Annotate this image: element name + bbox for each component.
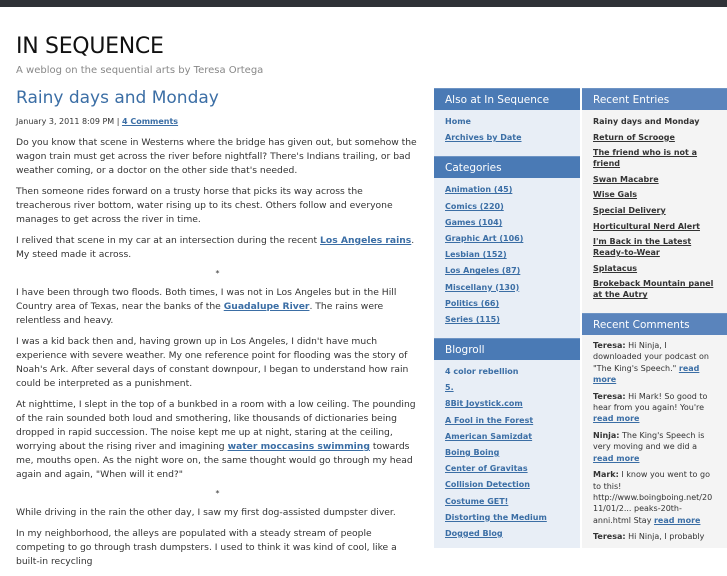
list-item xyxy=(445,116,569,127)
recent-entry-link[interactable]: Horticultural Nerd Alert xyxy=(593,221,700,231)
blogroll-link[interactable]: Distorting the Medium xyxy=(445,512,547,522)
sidebar-left xyxy=(434,88,580,548)
paragraph: I was a kid back then and, having grown up in Los Angeles, I didn't have much experience with severe weather. My one reference point for flooding was the story of Noah's Ark. After several days of constant downpour, I began to understand how rain could be interpreted as a punishment. xyxy=(16,336,409,389)
comment-author: Mark: xyxy=(593,470,619,480)
list-item xyxy=(445,233,569,244)
list-item xyxy=(593,205,716,216)
list-item xyxy=(593,132,716,143)
list-item xyxy=(445,479,569,490)
guadalupe-river-link[interactable]: Guadalupe River xyxy=(223,301,310,312)
text: . The rains were relentless and heavy. xyxy=(16,301,384,326)
category-link[interactable]: Graphic Art (106) xyxy=(445,233,524,243)
recent-entry-link[interactable]: Return of Scrooge xyxy=(593,132,675,142)
paragraph xyxy=(16,286,419,328)
list-item xyxy=(445,512,569,523)
main-content xyxy=(16,88,419,576)
comment-text: Hi Ninja, I probably xyxy=(625,532,705,542)
paragraph xyxy=(16,234,419,262)
blogroll-link[interactable]: Dogged Blog xyxy=(445,528,503,538)
list-item xyxy=(445,382,569,393)
text: . My steed made it across. xyxy=(16,235,415,260)
comment-item xyxy=(593,531,716,542)
text: At nighttime, I slept in the top of a bunkbed in a room with a low ceiling. The pounding of the rain sounded both loud and smothering, like thousands of dictionaries being dropped in rapid succession. The noise kept me up at night, staring at the ceiling, worrying about the rising river and imagining xyxy=(16,399,416,452)
paragraph: While driving in the rain the other day, I saw my first dog-assisted dumpster diver. xyxy=(16,507,396,518)
comment-text: I know you went to go to this! http://www.boingboing.net/2011/01/2... peaks-20th-anni.html Stay xyxy=(593,470,713,525)
list-item xyxy=(593,147,716,169)
list-item xyxy=(445,184,569,195)
category-link[interactable]: Animation (45) xyxy=(445,185,513,195)
category-link[interactable]: Comics (220) xyxy=(445,201,504,211)
recent-entry-link[interactable]: Wise Gals xyxy=(593,190,638,200)
post-title[interactable]: Rainy days and Monday xyxy=(16,88,219,108)
list-item xyxy=(445,366,569,377)
list-item xyxy=(593,174,716,185)
top-bar xyxy=(0,0,727,7)
list-item xyxy=(445,249,569,260)
post-body xyxy=(16,136,419,569)
blogroll-link[interactable]: A Fool in the Forest xyxy=(445,415,534,425)
also-heading: Also at In Sequence xyxy=(434,88,580,110)
list-item xyxy=(445,298,569,309)
recent-entry-link[interactable]: Brokeback Mountain panel at the Autry xyxy=(593,279,714,300)
category-link[interactable]: Los Angeles (87) xyxy=(445,266,521,276)
comment-author: Teresa: xyxy=(593,340,626,350)
home-link[interactable]: Home xyxy=(445,117,471,126)
list-item xyxy=(445,201,569,212)
list-item xyxy=(445,496,569,507)
archives-link[interactable]: Archives by Date xyxy=(445,133,522,143)
site-title[interactable]: IN SEQUENCE xyxy=(16,34,164,59)
blogroll-link[interactable]: Boing Boing xyxy=(445,448,500,457)
list-item xyxy=(593,189,716,200)
water-moccasins-link[interactable]: water moccasins swimming xyxy=(227,441,370,452)
blogroll-list xyxy=(434,360,580,552)
blogroll-link[interactable]: Costume GET! xyxy=(445,496,509,506)
list-item xyxy=(445,398,569,409)
list-item xyxy=(445,447,569,458)
comment-author: Teresa: xyxy=(593,532,626,542)
sidebar-right xyxy=(582,88,727,548)
read-more-link[interactable]: read more xyxy=(593,363,700,384)
categories-list xyxy=(434,178,580,338)
recent-comments-list xyxy=(582,335,727,543)
list-item xyxy=(445,415,569,426)
recent-entry-link[interactable]: Swan Macabre xyxy=(593,174,659,184)
text: I have been through two floods. Both times, I was not in Los Angeles but in the Hill Country area of Texas, near the banks of the xyxy=(16,287,397,312)
comment-item xyxy=(593,340,716,385)
comment-text: The King's Speech is very moving and we did a xyxy=(593,431,705,452)
read-more-link[interactable]: read more xyxy=(653,515,701,525)
list-item xyxy=(593,236,716,258)
recent-entry-link[interactable]: Splatacus xyxy=(593,263,638,273)
list-item xyxy=(445,463,569,474)
category-link[interactable]: Lesbian (152) xyxy=(445,250,507,260)
site-description: A weblog on the sequential arts by Teresa Ortega xyxy=(16,65,264,76)
list-item xyxy=(445,431,569,442)
paragraph xyxy=(16,398,419,482)
comment-author: Teresa: xyxy=(593,391,626,401)
also-list xyxy=(434,110,580,156)
site-header xyxy=(16,34,263,76)
separator: * xyxy=(215,489,220,498)
recent-comments-heading: Recent Comments xyxy=(582,313,727,335)
list-item xyxy=(593,221,716,232)
list-item xyxy=(593,278,716,300)
post-meta xyxy=(16,117,419,126)
comment-author: Ninja: xyxy=(593,431,620,441)
post-date: January 3, 2011 8:09 PM | xyxy=(16,117,122,126)
list-item xyxy=(445,528,569,539)
comment-item xyxy=(593,469,716,525)
paragraph: In my neighborhood, the alleys are populated with a steady stream of people competing to go through trash dumpsters. I used to think it was kind of cool, like a built-in recycling xyxy=(16,528,397,567)
blogroll-heading: Blogroll xyxy=(434,338,580,360)
categories-heading: Categories xyxy=(434,156,580,178)
separator: * xyxy=(215,269,220,278)
blogroll-link[interactable]: American Samizdat xyxy=(445,431,533,441)
recent-entries-heading: Recent Entries xyxy=(582,88,727,110)
comment-item xyxy=(593,430,716,464)
recent-entry-link[interactable]: Rainy days and Monday xyxy=(593,117,700,126)
recent-entry-link[interactable]: I'm Back in the Latest Ready-to-Wear xyxy=(593,237,692,258)
list-item xyxy=(593,263,716,274)
comment-item xyxy=(593,391,716,425)
list-item xyxy=(445,314,569,325)
read-more-link[interactable]: read more xyxy=(593,414,640,424)
recent-entries-list xyxy=(582,110,727,313)
blogroll-link[interactable]: 8Bit Joystick.com xyxy=(445,399,523,409)
comment-text: Hi Ninja, I downloaded your podcast on "The King's Speech." xyxy=(593,340,709,373)
category-link[interactable]: Politics (66) xyxy=(445,298,500,308)
comment-text: Hi Mark! So good to hear from you again! You're xyxy=(593,391,708,412)
read-more-link[interactable]: read more xyxy=(593,453,640,463)
text: I relived that scene in my car at an intersection during the recent xyxy=(16,235,321,246)
blogroll-link[interactable]: Center of Gravitas xyxy=(445,464,528,474)
category-link[interactable]: Games (104) xyxy=(445,217,503,227)
text: towards me, mouths open. As the night wore on, the same thought would go through my head again and again, "When will it end?" xyxy=(16,441,413,480)
list-item xyxy=(445,132,569,143)
recent-entry-link[interactable]: The friend who is not a friend xyxy=(593,148,698,169)
blogroll-link[interactable]: 4 color rebellion xyxy=(445,367,519,377)
list-item xyxy=(445,217,569,228)
blogroll-link[interactable]: Collision Detection xyxy=(445,480,530,490)
category-link[interactable]: Series (115) xyxy=(445,314,500,324)
blogroll-link[interactable]: 5. xyxy=(445,383,454,393)
comments-link[interactable]: 4 Comments xyxy=(121,117,179,126)
paragraph: Do you know that scene in Westerns where the bridge has given out, but somehow the wagon train must get across the river before nightfall? There's Indians trailing, or bad weather coming, or a doctor on the other side that's needed. xyxy=(16,137,417,176)
recent-entry-link[interactable]: Special Delivery xyxy=(593,205,666,215)
los-angeles-rains-link[interactable]: Los Angeles rains xyxy=(320,235,412,246)
list-item xyxy=(445,265,569,276)
paragraph: Then someone rides forward on a trusty horse that picks its way across the treacherous river bottom, water rising up to its chest. Others follow and everyone manages to get across the river in time. xyxy=(16,186,393,225)
category-link[interactable]: Miscellany (130) xyxy=(445,282,520,292)
list-item xyxy=(593,116,716,127)
list-item xyxy=(445,282,569,293)
